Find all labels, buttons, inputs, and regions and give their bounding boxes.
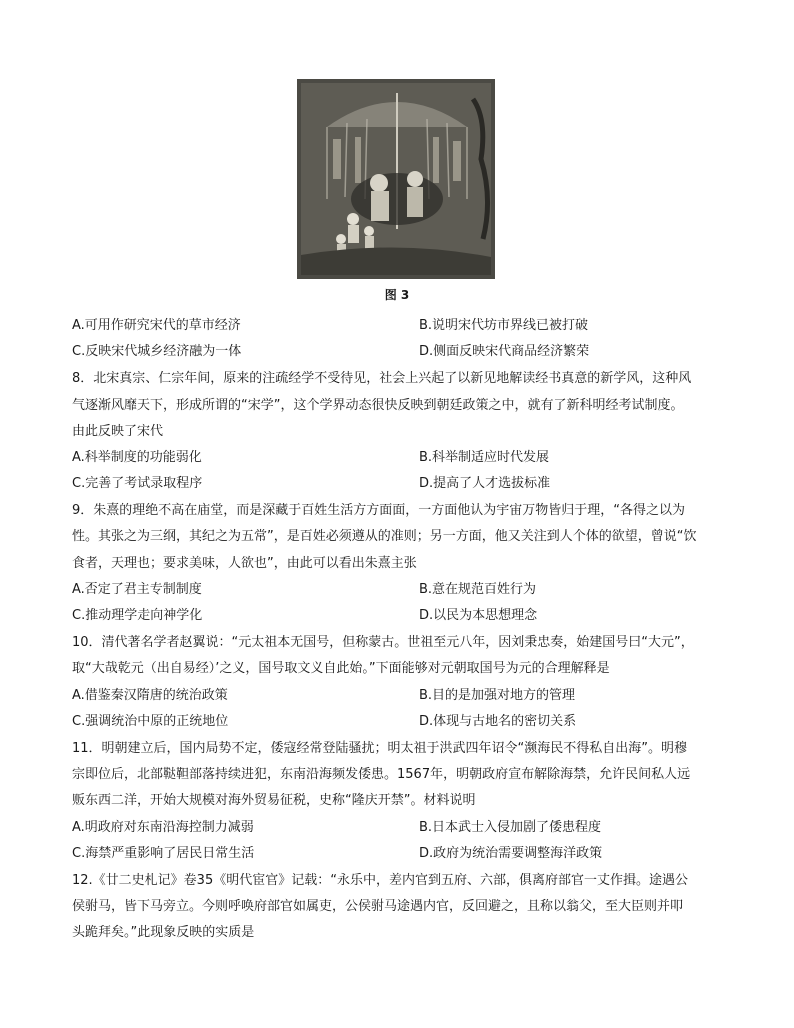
q11-option-b: B.日本武士入侵加剧了倭患程度: [419, 820, 602, 835]
q8-stem-line-2: 气逐渐风靡天下，形成所谓的“宋学”，这个学界动态很快反映到朝廷政策之中，就有了新科明经考试制度。: [72, 398, 684, 413]
q11-stem-line-3: 贩东西二洋，开始大规模对海外贸易征税，史称“隆庆开禁”。材料说明: [72, 793, 476, 808]
q12-stem-line-1: 12.《廿二史札记》卷35《明代宦官》记载：“永乐中，差内官到五府、六部，俱离府部官一丈作揖。途遇公: [72, 873, 688, 888]
q8-option-a: A.科举制度的功能弱化: [72, 450, 202, 465]
painting-figure: [297, 79, 495, 279]
q10-option-b: B.目的是加强对地方的管理: [419, 688, 576, 703]
q9-option-c: C.推动理学走向神学化: [72, 608, 203, 623]
q11-option-a: A.明政府对东南沿海控制力减弱: [72, 820, 254, 835]
q9-option-d: D.以民为本思想理念: [419, 608, 538, 623]
q12-stem-line-2: 侯驸马，皆下马旁立。今则呼唤府部官如属吏，公侯驸马途遇内官，反回避之，且称以翁父，至大臣则并叩: [72, 899, 684, 914]
q10-option-a: A.借鉴秦汉隋唐的统治政策: [72, 688, 228, 703]
q9-stem-line-1: 9．朱熹的理绝不高在庙堂，而是深藏于百姓生活方方面面，一方面他认为宇宙万物皆归于理，“各得之以为: [72, 503, 686, 518]
q8-option-d: D.提高了人才选拔标准: [419, 476, 551, 491]
q9-stem-line-2: 性。其张之为三纲，其纪之为五常”，是百姓必须遵从的准则；另一方面，他又关注到人个体的欲望，曾说“饮: [72, 529, 697, 544]
figure-caption: 图 3: [384, 288, 410, 302]
q10-stem-line-2: 取“大哉乾元（出自易经）’之义，国号取文义自此始。”下面能够对元朝取国号为元的合理解释是: [72, 661, 610, 676]
q10-stem-line-1: 10．清代著名学者赵翼说：“元太祖本无国号，但称蒙古。世祖至元八年，因刘秉忠奏，始建国号曰“大元”，: [72, 635, 694, 650]
q11-option-d: D.政府为统治需要调整海洋政策: [419, 846, 603, 861]
q7-option-c: C.反映宋代城乡经济融为一体: [72, 344, 242, 359]
q9-option-a: A.否定了君主专制制度: [72, 582, 202, 597]
q9-option-b: B.意在规范百姓行为: [419, 582, 537, 597]
q10-option-d: D.体现与古地名的密切关系: [419, 714, 577, 729]
q11-stem-line-2: 宗即位后，北部鞑靼部落持续进犯，东南沿海频发倭患。1567年，明朝政府宣布解除海禁，允许民间私人远: [72, 767, 691, 782]
q9-stem-line-3: 食者，天理也；要求美味，人欲也”，由此可以看出朱熹主张: [72, 556, 417, 571]
q8-option-c: C.完善了考试录取程序: [72, 476, 203, 491]
q7-option-a: A.可用作研究宋代的草市经济: [72, 318, 241, 333]
q7-option-d: D.侧面反映宋代商品经济繁荣: [419, 344, 590, 359]
q7-option-b: B.说明宋代坊市界线已被打破: [419, 318, 589, 333]
q10-option-c: C.强调统治中原的正统地位: [72, 714, 229, 729]
q8-stem-line-3: 由此反映了宋代: [72, 424, 164, 439]
painting-image: [297, 79, 495, 279]
q8-option-b: B.科举制适应时代发展: [419, 450, 550, 465]
q12-stem-line-3: 头跪拜矣。”此现象反映的实质是: [72, 925, 255, 940]
q11-option-c: C.海禁严重影响了居民日常生活: [72, 846, 255, 861]
q8-stem-line-1: 8．北宋真宗、仁宗年间，原来的注疏经学不受待见，社会上兴起了以新见地解读经书真意的新学风，这种风: [72, 371, 692, 386]
q11-stem-line-1: 11．明朝建立后，国内局势不定，倭寇经常登陆骚扰；明太祖于洪武四年诏令“濒海民不得私自出海”。明穆: [72, 741, 688, 756]
